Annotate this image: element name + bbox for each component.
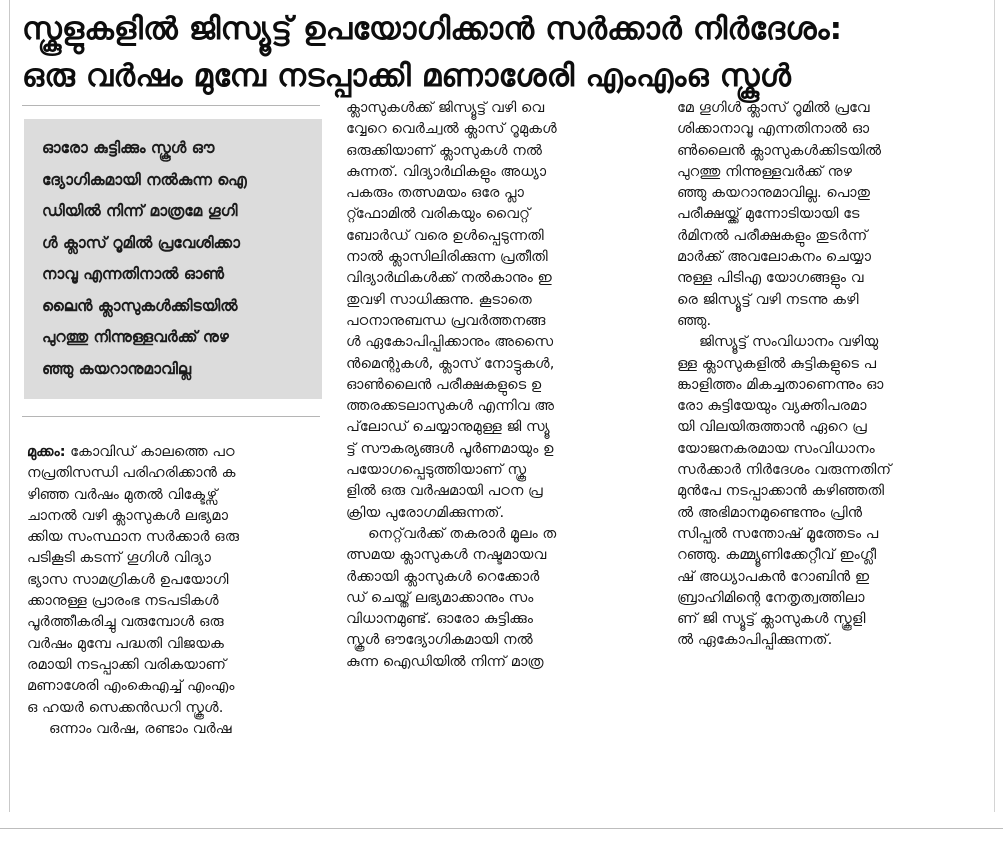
article-headline	[22, 6, 987, 100]
body-line: ഒന്നാം വർഷ, രണ്ടാം വർഷ	[49, 719, 232, 737]
body-line: വർഷം മുമ്പേ പദ്ധതി വിജയക	[27, 634, 224, 652]
pull-quote-line: ദ്യോഗികമായി നൽകുന്ന ഐ	[42, 170, 247, 189]
body-line: വിദ്യാർഥികൾക്ക് നൽകാനും ഇ	[346, 269, 552, 287]
pull-quote-line: ലൈൻ ക്ലാസുകൾക്കിടയിൽ	[42, 296, 238, 315]
body-column-1	[27, 441, 323, 739]
body-line: ഒ ഹയർ സെക്കൻഡറി സ്കൂൾ.	[27, 698, 224, 716]
body-line: രോ കുട്ടിയേയും വ്യക്തിപരമാ	[677, 397, 867, 415]
body-line: പഠനാനുബന്ധ പ്രവർത്തനങ്ങ	[346, 311, 546, 329]
body-line: ർമിനൽ പരീക്ഷകളും തുടർന്ന്	[677, 226, 868, 244]
body-line: വ്വേറെ വെർച്വൽ ക്ലാസ് റൂമുകൾ	[346, 120, 557, 138]
body-line: തുവഴി സാധിക്കുന്നു. കൂടാതെ	[346, 290, 532, 308]
body-line: ഭ്യാസ സാമഗ്രികൾ ഉപയോഗി	[27, 570, 229, 588]
body-line: ക്കാനുള്ള പ്രാരംഭ നടപടികൾ	[27, 592, 219, 610]
body-column-2	[346, 97, 650, 672]
body-line: ണ് ജി സ്യൂട്ട് ക്ലാസുകൾ സ്കൂളി	[677, 610, 866, 628]
body-line: മുൻപേ നടപ്പാക്കാൻ കഴിഞ്ഞതി	[677, 482, 884, 500]
body-line: കുന്ന ഐഡിയിൽ നിന്ന് മാത്ര	[346, 652, 544, 670]
body-line: ഒരുക്കിയാണ് ക്ലാസുകൾ നൽ	[346, 141, 542, 159]
left-border-rule	[9, 0, 10, 812]
body-line: മണാശേരി എംകെഎച്ച് എംഎം	[27, 677, 235, 695]
body-line: ൻമെന്റുകൾ, ക്ലാസ് നോട്ടുകൾ,	[346, 354, 555, 372]
body-line: ക്രിയ പുരോഗമിക്കുന്നത്.	[346, 503, 505, 521]
body-line: ള്ള ക്ലാസുകളിൽ കുട്ടികളുടെ പ	[677, 354, 877, 372]
body-line: ക്കിയ സംസ്ഥാന സർക്കാർ ഒരു	[27, 528, 240, 546]
body-line: ബോർഡ് വരെ ഉൾപ്പെടുന്നതി	[346, 226, 544, 244]
body-line: ളിൽ ഒരു വർഷമായി പഠന പ്ര	[346, 482, 543, 500]
body-column-3	[677, 97, 982, 651]
body-line: പകരും തത്സമയം ഒരേ പ്ലാ	[346, 184, 524, 202]
body-line: ഞ്ഞു.	[677, 311, 712, 329]
pull-quote-box	[24, 119, 322, 399]
body-line: ഞ്ഞു കയറാനുമാവില്ല. പൊതു	[677, 184, 870, 202]
body-line: പ്‌ലോഡ് ചെയ്യാനുമുള്ള ജി സ്യൂ	[346, 418, 550, 436]
body-line: റഞ്ഞു. കമ്മ്യൂണിക്കേറ്റീവ് ഇംഗ്ലീ	[677, 546, 877, 564]
body-line: ശിക്കാനാവൂ എന്നതിനാൽ ഓ	[677, 120, 870, 138]
body-line: ഡ് ചെയ്ത് ലഭ്യമാക്കാനും സം	[346, 588, 534, 606]
body-line: ട്ട് സൗകര്യങ്ങൾ പൂർണമായും ഉ	[346, 439, 554, 457]
headline-line: സ്കൂളുകളിൽ ജിസ്യൂട്ട് ഉപയോഗിക്കാൻ സർക്കാർ നിർദേശം:	[22, 11, 843, 47]
body-line: ജിസ്യൂട്ട് സംവിധാനം വഴിയു	[699, 333, 879, 351]
pull-quote-line: നാവൂ എന്നതിനാൽ ഓൺ	[42, 265, 225, 283]
body-line: ൾ ഏകോപിപ്പിക്കാനും അസൈ	[346, 333, 554, 351]
body-line: ബ്രാഹിമിന്റെ നേതൃത്വത്തിലാ	[677, 588, 865, 606]
body-line: പൂർത്തീകരിച്ചു വരുമ്പോൾ ഒരു	[27, 613, 224, 631]
body-line: ക്ലാസുകൾക്ക് ജിസ്യൂട്ട് വഴി വെ	[346, 99, 545, 116]
body-line: ഴിഞ്ഞ വർഷം മുതൽ വിക്ടേഴ്സ്	[27, 485, 218, 503]
body-line: പടികൂടി കടന്ന് ഗൂഗിൾ വിദ്യാ	[27, 549, 211, 567]
body-line: ൺലൈൻ ക്ലാസുകൾക്കിടയിൽ	[677, 141, 882, 159]
body-line: ഓൺലൈൻ പരീക്ഷകളുടെ ഉ	[346, 375, 542, 393]
body-line-text: കോവിഡ് കാലത്തെ പഠ	[65, 443, 235, 460]
body-line: കുന്നത്. വിദ്യാർഥികളും അധ്യാ	[346, 162, 547, 180]
headline-line: ഒരു വർഷം മുമ്പേ നടപ്പാക്കി മണാശേരി എംഎംഒ സ്കൂൾ	[22, 58, 792, 94]
body-line: ർക്കായി ക്ലാസുകൾ റെക്കോർ	[346, 567, 540, 585]
column-divider-mid	[22, 416, 320, 417]
body-line: പരീക്ഷയ്ക്ക് മുന്നോടിയായി ടേ	[677, 205, 860, 223]
body-line: നെറ്റ്‌വർക്ക് തകരാർ മൂലം ത	[368, 524, 557, 542]
body-line: ഷ് അധ്യാപകൻ റോബിൻ ഇ	[677, 567, 870, 585]
body-line: സ്കൂൾ ഔദ്യോഗികമായി നൽ	[346, 631, 533, 649]
body-line: സിപ്പൽ സന്തോഷ് മൂത്തേടം പ	[677, 524, 879, 542]
body-line: യോജനകരമായ സംവിധാനം	[677, 439, 875, 457]
body-line: നുള്ള പിടിഎ യോഗങ്ങളും വ	[677, 269, 864, 287]
column-divider-top	[22, 105, 320, 106]
body-line: രമായി നടപ്പാക്കി വരികയാണ്	[27, 655, 227, 673]
pull-quote-line: ഓരോ കുട്ടിക്കും സ്കൂൾ ഔ	[42, 139, 215, 157]
body-line: മേ ഗൂഗിൾ ക്ലാസ് റൂമിൽ പ്രവേ	[677, 99, 870, 116]
pull-quote-line: ഡിയിൽ നിന്ന് മാത്രമേ ഗൂഗി	[42, 202, 238, 220]
body-line: പയോഗപ്പെടുത്തിയാണ് സ്കൂ	[346, 461, 527, 479]
body-line: ൽ അഭിമാനമുണ്ടെന്നും പ്രിൻ	[677, 503, 863, 521]
body-line: നപ്രതിസന്ധി പരിഹരിക്കാൻ ക	[27, 464, 236, 482]
body-line	[27, 441, 323, 462]
body-line: ത്തരക്കടലാസുകൾ എന്നിവ അ	[346, 397, 555, 415]
pull-quote-line: ൾ ക്ലാസ് റൂമിൽ പ്രവേശിക്കാ	[42, 233, 240, 252]
body-line: ചാനൽ വഴി ക്ലാസുകൾ ലഭ്യമാ	[27, 506, 228, 524]
body-line: റ്റ്ഫോമിൽ വരികയും വൈറ്റ്	[346, 205, 531, 223]
body-line: സർക്കാർ നിർദേശം വരുന്നതിന്	[677, 461, 892, 479]
body-line: മാർക്ക് അവലോകനം ചെയ്യാ	[677, 248, 871, 266]
body-line: യി വിലയിരുത്താൻ ഏറെ പ്ര	[677, 418, 867, 436]
body-line: പുറത്തു നിന്നുള്ളവർക്ക് നുഴ	[677, 162, 852, 180]
bottom-border-rule	[0, 828, 1003, 829]
dateline: മുക്കം:	[27, 443, 66, 460]
pull-quote-line: ഞ്ഞു കയറാനുമാവില്ല	[42, 359, 192, 378]
body-line: ത്സമയ ക്ലാസുകൾ നഷ്ടമായവ	[346, 546, 547, 564]
body-line: രെ ജിസ്യൂട്ട് വഴി നടന്നു കഴി	[677, 290, 859, 308]
body-line: ങ്കാളിത്തം മികച്ചതാണെന്നും ഓ	[677, 375, 884, 393]
right-border-rule	[994, 0, 995, 812]
pull-quote-line: പുറത്തു നിന്നുള്ളവർക്ക് നുഴ	[42, 328, 229, 346]
body-line: നാൽ ക്ലാസിലിരിക്കുന്ന പ്രതീതി	[346, 248, 548, 266]
body-line: ൽ ഏകോപിപ്പിക്കുന്നത്.	[677, 631, 833, 649]
body-line: വിധാനമുണ്ട്. ഓരോ കുട്ടിക്കും	[346, 610, 533, 628]
